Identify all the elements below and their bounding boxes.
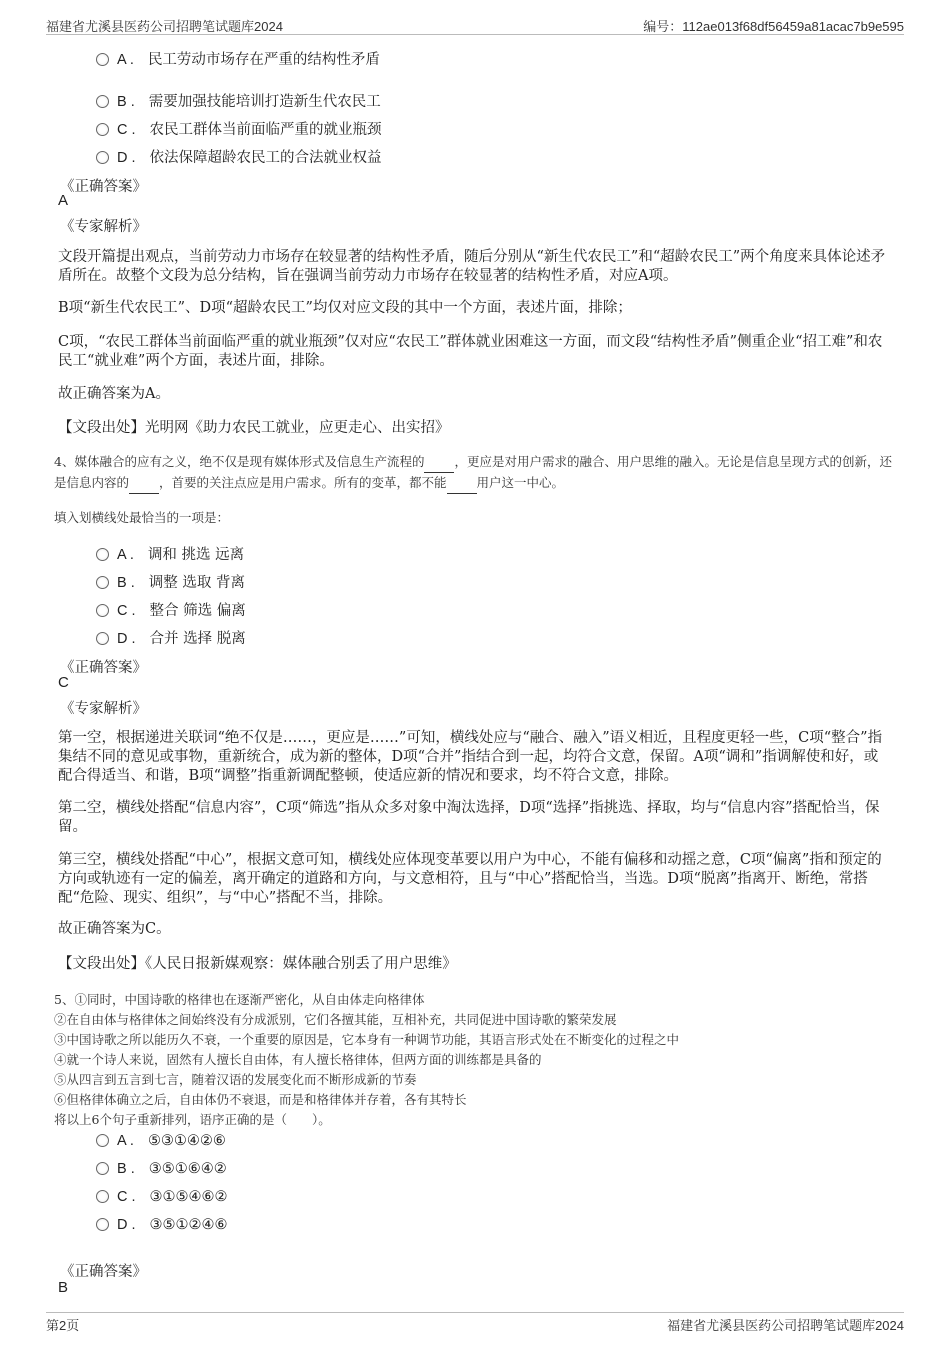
q3-option-a[interactable]: A . 民工劳动市场存在严重的结构性矛盾 — [96, 48, 380, 69]
q3-analysis-para: 故正确答案为A。 — [58, 386, 170, 402]
blank-line — [129, 473, 159, 494]
radio-icon[interactable] — [96, 1162, 109, 1175]
radio-icon[interactable] — [96, 576, 109, 589]
q5-sentence: ②在自由体与格律体之间始终没有分成派别，它们各擅其能，互相补充，共同促进中国诗歌的繁荣发展 — [54, 1012, 617, 1027]
radio-icon[interactable] — [96, 95, 109, 108]
page-number: 第2页 — [46, 1318, 80, 1333]
q3-analysis-para: B项“新生代农民工”、D项“超龄农民工”均仅对应文段的其中一个方面，表述片面，排除； — [58, 300, 632, 316]
q5-answer: B — [58, 1279, 69, 1296]
q5-sentence: ⑥但格律体确立之后，自由体仍不衰退，而是和格律体并存着，各有其特长 — [54, 1092, 467, 1107]
blank-line — [424, 452, 454, 473]
radio-icon[interactable] — [96, 1190, 109, 1203]
q4-option-c[interactable]: C . 整合 筛选 偏离 — [96, 599, 246, 620]
q5-option-a[interactable]: A . ⑤③①④②⑥ — [96, 1133, 226, 1149]
radio-icon[interactable] — [96, 604, 109, 617]
header-title: 福建省尤溪县医药公司招聘笔试题库2024 — [46, 19, 283, 34]
q4-analysis-para: 第三空，横线处搭配“中心”，根据文意可知，横线处应体现变革要以用户为中心，不能有偏移和动摇之意，C项“偏离”指和预定的方向或轨迹有一定的偏差，离开确定的道路和方向，与文意相符，且与“中心”搭配恰当，当选。D项“脱离”指离开、断绝，常搭配“危险、现实、组织”，与“中心”搭配不当，排除。 — [58, 852, 882, 906]
q3-option-d[interactable]: D . 依法保障超龄农民工的合法就业权益 — [96, 146, 382, 167]
q3-option-b[interactable]: B . 需要加强技能培训打造新生代农民工 — [96, 90, 381, 111]
blank-line — [447, 473, 477, 494]
q5-option-d[interactable]: D . ③⑤①②④⑥ — [96, 1217, 228, 1233]
radio-icon[interactable] — [96, 53, 109, 66]
page-header — [46, 14, 904, 35]
q4-answer: C — [58, 674, 69, 691]
q5-sentence: 5、①同时，中国诗歌的格律也在逐渐严密化，从自由体走向格律体 — [54, 992, 425, 1007]
q5-sentence: ⑤从四言到五言到七言，随着汉语的发展变化而不断形成新的节奏 — [54, 1072, 417, 1087]
q4-analysis-heading: 《专家解析》 — [60, 701, 147, 717]
q3-answer-heading: 《正确答案》 — [60, 179, 147, 195]
q4-option-a[interactable]: A . 调和 挑选 远离 — [96, 543, 244, 564]
q3-option-c[interactable]: C . 农民工群体当前面临严重的就业瓶颈 — [96, 118, 382, 139]
radio-icon[interactable] — [96, 123, 109, 136]
q4-option-d[interactable]: D . 合并 选择 脱离 — [96, 627, 246, 648]
q3-answer: A — [58, 192, 69, 209]
q3-source: 【文段出处】光明网《助力农民工就业，应更走心、出实招》 — [58, 420, 450, 436]
footer-title: 福建省尤溪县医药公司招聘笔试题库2024 — [667, 1318, 904, 1333]
q5-option-c[interactable]: C . ③①⑤④⑥② — [96, 1189, 228, 1205]
q4-prompt: 填入划横线处最恰当的一项是： — [54, 510, 230, 525]
q5-prompt: 将以上6个句子重新排列，语序正确的是（ ）。 — [54, 1112, 331, 1127]
q5-sentence: ③中国诗歌之所以能历久不衰，一个重要的原因是，它本身有一种调节功能，其语言形式处在不断变化的过程之中 — [54, 1032, 680, 1047]
q4-analysis-para: 第二空，横线处搭配“信息内容”，C项“筛选”指从众多对象中淘汰选择，D项“选择”指挑选、择取，均与“信息内容”搭配恰当，保留。 — [58, 800, 880, 835]
header-code: 编号：112ae013f68df56459a81acac7b9e595 — [643, 19, 904, 34]
radio-icon[interactable] — [96, 632, 109, 645]
radio-icon[interactable] — [96, 548, 109, 561]
q5-answer-heading: 《正确答案》 — [60, 1264, 147, 1280]
q4-stem: 4、媒体融合的应有之义，绝不仅是现有媒体形式及信息生产流程的 ，更应是对用户需求的融合、用户思维的融入。无论是信息呈现方式的创新，还是信息内容的 ，首要的关注点应是用户需求。所有的变革，都不能 用户这一中心。 — [54, 452, 904, 494]
q5-sentence: ④就一个诗人来说，固然有人擅长自由体，有人擅长格律体，但两方面的训练都是具备的 — [54, 1052, 542, 1067]
q3-analysis-heading: 《专家解析》 — [60, 219, 147, 235]
radio-icon[interactable] — [96, 1134, 109, 1147]
q4-analysis-para: 故正确答案为C。 — [58, 921, 171, 937]
q4-analysis-para: 第一空，根据递进关联词“绝不仅是……，更应是……”可知，横线处应与“融合、融入”语义相近，且程度更轻一些，C项“整合”指集结不同的意见或事物，重新统合，成为新的整体，D项“合并”指结合到一起，均符合文意，保留。A项“调和”指调解使和好，或配合得适当、和谐，B项“调整”指重新调配整顿，使适应新的情况和要求，均不符合文意，排除。 — [58, 730, 883, 784]
q3-analysis-para: 文段开篇提出观点，当前劳动力市场存在较显著的结构性矛盾，随后分别从“新生代农民工”和“超龄农民工”两个角度来具体论述矛盾所在。故整个文段为总分结构，旨在强调当前劳动力市场存在较显著的结构性矛盾，对应A项。 — [58, 249, 886, 284]
q4-answer-heading: 《正确答案》 — [60, 660, 147, 676]
q3-analysis-para: C项，“农民工群体当前面临严重的就业瓶颈”仅对应“农民工”群体就业困难这一方面，而文段“结构性矛盾”侧重企业“招工难”和农民工“就业难”两个方面，表述片面，排除。 — [58, 334, 883, 369]
radio-icon[interactable] — [96, 151, 109, 164]
q5-option-b[interactable]: B . ③⑤①⑥④② — [96, 1161, 227, 1177]
q4-option-b[interactable]: B . 调整 选取 背离 — [96, 571, 245, 592]
radio-icon[interactable] — [96, 1218, 109, 1231]
page-footer — [46, 1312, 904, 1336]
q4-source: 【文段出处】《人民日报新媒观察：媒体融合别丢了用户思维》 — [58, 956, 457, 972]
